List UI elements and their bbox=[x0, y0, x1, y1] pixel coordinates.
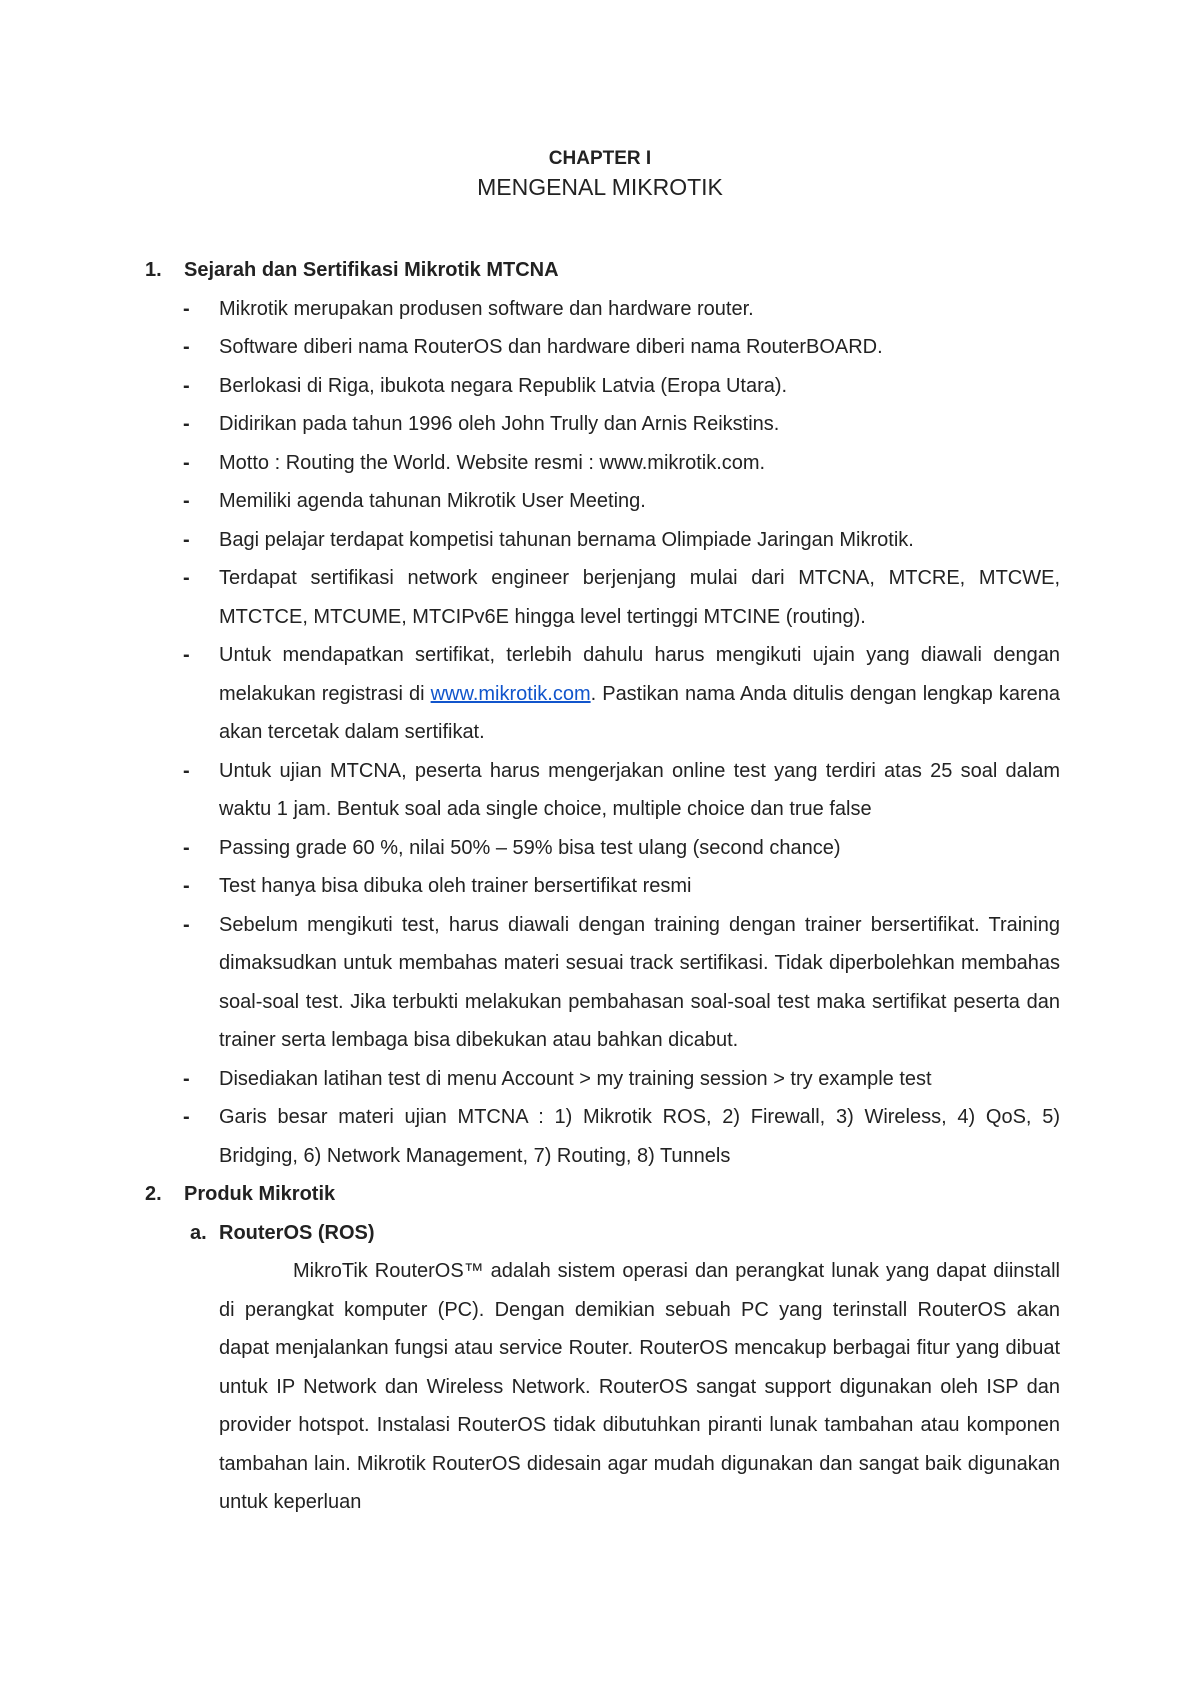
dash-marker: - bbox=[183, 490, 190, 512]
dash-marker: - bbox=[183, 1106, 190, 1128]
list-item-text: Didirikan pada tahun 1996 oleh John Trully dan Arnis Reikstins. bbox=[219, 413, 780, 435]
list-item bbox=[145, 829, 1060, 868]
dash-marker: - bbox=[183, 297, 190, 320]
list-item bbox=[145, 482, 1060, 521]
list-item-text: Disediakan latihan test di menu Account > my training session > try example test bbox=[219, 1067, 932, 1090]
list-item bbox=[145, 521, 1060, 560]
dash-marker: - bbox=[183, 374, 190, 397]
subsection-a-title: RouterOS (ROS) bbox=[219, 1221, 375, 1244]
list-item-text: Untuk ujian MTCNA, peserta harus mengerjakan online test yang terdiri atas 25 soal dalam waktu 1 jam. Bentuk soal ada single choice, multiple choice dan true false bbox=[219, 759, 1060, 820]
section-2-number: 2. bbox=[145, 1183, 162, 1205]
list-item-text: Bagi pelajar terdapat kompetisi tahunan bernama Olimpiade Jaringan Mikrotik. bbox=[219, 528, 914, 551]
list-item bbox=[145, 867, 1060, 906]
section-2-heading bbox=[145, 1175, 1060, 1214]
dash-marker: - bbox=[183, 644, 190, 666]
chapter-title: MENGENAL MIKROTIK bbox=[477, 174, 723, 200]
dash-marker: - bbox=[183, 913, 190, 936]
dash-marker: - bbox=[183, 336, 190, 358]
document-body bbox=[145, 251, 1060, 1522]
dash-marker: - bbox=[183, 836, 190, 859]
section-1-title: Sejarah dan Sertifikasi Mikrotik MTCNA bbox=[184, 259, 559, 281]
list-item-text: Motto : Routing the World. Website resmi : www.mikrotik.com. bbox=[219, 451, 766, 474]
dash-marker: - bbox=[183, 451, 190, 474]
section-1-bullet-list bbox=[145, 290, 1060, 1176]
list-item bbox=[145, 444, 1060, 483]
list-item-text: Memiliki agenda tahunan Mikrotik User Meeting. bbox=[219, 490, 646, 512]
chapter-label: CHAPTER I bbox=[548, 148, 652, 169]
dash-marker: - bbox=[183, 875, 190, 897]
subsection-a-letter: a. bbox=[190, 1221, 207, 1244]
list-item-text: Garis besar materi ujian MTCNA : 1) Mikrotik ROS, 2) Firewall, 3) Wireless, 4) QoS, 5) Bridging, 6) Network Management, 7) Routing, 8) Tunnels bbox=[219, 1106, 1060, 1167]
list-item-text: Mikrotik merupakan produsen software dan hardware router. bbox=[219, 297, 754, 320]
section-2-title: Produk Mikrotik bbox=[184, 1183, 336, 1205]
list-item bbox=[145, 559, 1060, 636]
dash-marker: - bbox=[183, 528, 190, 551]
registration-text-after: . Pastikan nama Anda ditulis dengan lengkap karena akan tercetak dalam sertifikat. bbox=[219, 682, 1060, 743]
dash-marker: - bbox=[183, 567, 190, 589]
list-item bbox=[145, 290, 1060, 329]
mikrotik-website-link[interactable]: www.mikrotik.com bbox=[430, 682, 591, 705]
registration-text-before: Untuk mendapatkan sertifikat, terlebih dahulu harus mengikuti ujain yang diawali dengan melakukan registrasi di bbox=[219, 644, 1060, 705]
dash-marker: - bbox=[183, 1067, 190, 1090]
list-item bbox=[145, 906, 1060, 1060]
list-item-text: Passing grade 60 %, nilai 50% – 59% bisa test ulang (second chance) bbox=[219, 836, 841, 859]
list-item bbox=[145, 328, 1060, 367]
subsection-a-heading bbox=[145, 1214, 1060, 1253]
list-item bbox=[145, 752, 1060, 829]
list-item bbox=[145, 1098, 1060, 1175]
dash-marker: - bbox=[183, 413, 190, 435]
list-item-text: Software diberi nama RouterOS dan hardware diberi nama RouterBOARD. bbox=[219, 336, 883, 358]
list-item-text: Berlokasi di Riga, ibukota negara Republik Latvia (Eropa Utara). bbox=[219, 374, 788, 397]
list-item bbox=[145, 1060, 1060, 1099]
section-1-number: 1. bbox=[145, 259, 162, 281]
dash-marker: - bbox=[183, 759, 190, 782]
routeros-paragraph: MikroTik RouterOS™ adalah sistem operasi dan perangkat lunak yang dapat diinstall di perangkat komputer (PC). Dengan demikian sebuah PC yang terinstall RouterOS akan dapat menjalankan fungsi atau service Router. RouterOS mencakup berbagai fitur yang dibuat untuk IP Network dan Wireless Network. RouterOS sangat support digunakan oleh ISP dan provider hotspot. Instalasi RouterOS tidak dibutuhkan piranti lunak tambahan atau komponen tambahan lain. Mikrotik RouterOS didesain agar mudah digunakan dan sangat baik digunakan untuk keperluan bbox=[219, 1260, 1060, 1513]
list-item-registration bbox=[145, 636, 1060, 752]
section-1-heading bbox=[145, 251, 1060, 290]
list-item bbox=[145, 405, 1060, 444]
list-item bbox=[145, 367, 1060, 406]
list-item-text: Terdapat sertifikasi network engineer berjenjang mulai dari MTCNA, MTCRE, MTCWE, MTCTCE, MTCUME, MTCIPv6E hingga level tertinggi MTCINE (routing). bbox=[219, 567, 1060, 628]
list-item-text: Sebelum mengikuti test, harus diawali dengan training dengan trainer bersertifikat. Training dimaksudkan untuk membahas materi sesuai track sertifikasi. Tidak diperbolehkan membahas soal-soal test. Jika terbukti melakukan pembahasan soal-soal test maka sertifikat peserta dan trainer serta lembaga bisa dibekukan atau bahkan dicabut. bbox=[219, 913, 1060, 1051]
list-item-text: Test hanya bisa dibuka oleh trainer bersertifikat resmi bbox=[219, 875, 692, 897]
